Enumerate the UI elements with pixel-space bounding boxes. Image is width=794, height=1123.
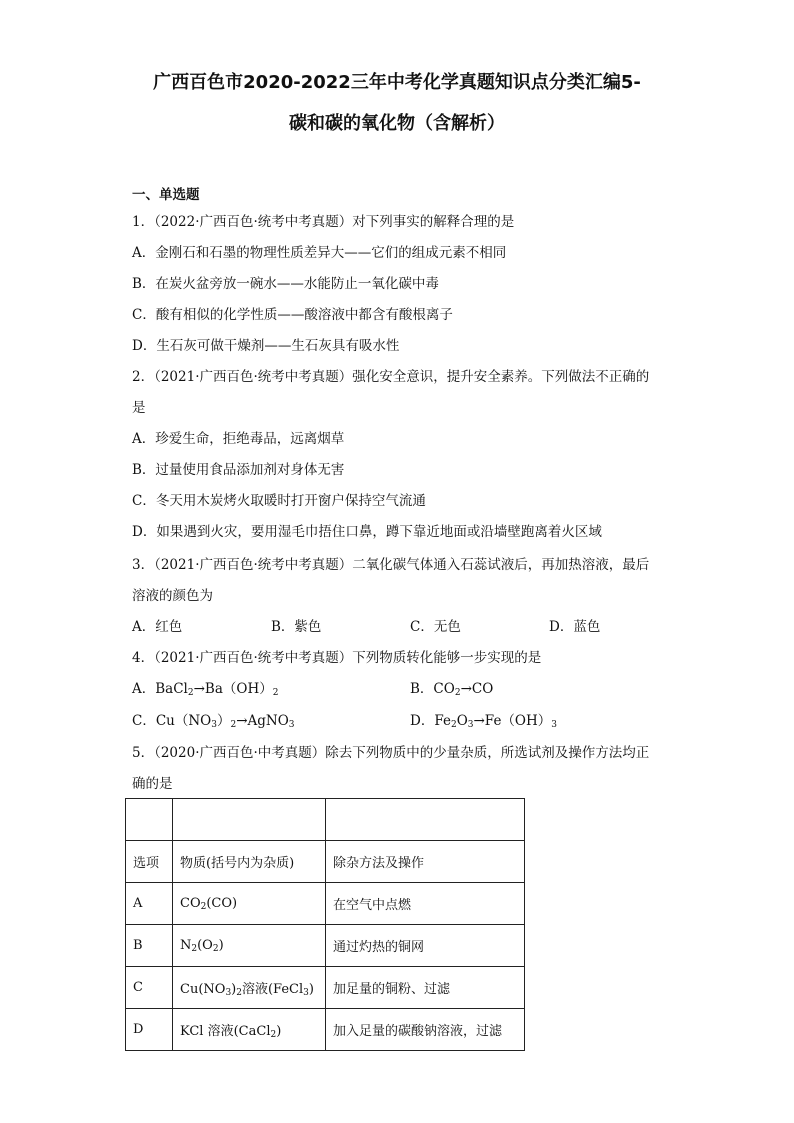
q5-stem: 5．（2020·广西百色·中考真题）除去下列物质中的少量杂质，所选试剂及操作方法均正	[132, 745, 650, 761]
cell-option: B	[126, 925, 173, 967]
q4-option-c: C．$Cu(NO_3)_2\to AgNO_3$	[132, 713, 295, 730]
section-heading: 一、单选题	[132, 187, 200, 203]
table-row	[126, 1009, 525, 1051]
q1-option-b: B．在炭火盆旁放一碗水——水能防止一氧化碳中毒	[132, 276, 439, 292]
cell-method: 加足量的铜粉、过滤	[326, 967, 525, 1009]
q2-option-c: C．冬天用木炭烤火取暖时打开窗户保持空气流通	[132, 493, 426, 509]
table-row	[126, 925, 525, 967]
q2-option-b: B．过量使用食品添加剂对身体无害	[132, 462, 345, 478]
impurity-table	[125, 798, 525, 1051]
cell-option: D	[126, 1009, 173, 1051]
cell-option: C	[126, 967, 173, 1009]
table-cell	[326, 799, 525, 841]
q4-option-b: B．$CO_2\to CO$	[410, 681, 494, 698]
cell-substance: KCl 溶液(CaCl$_2$)	[173, 1009, 326, 1051]
q3-stem: 3．（2021·广西百色·统考中考真题）二氧化碳气体通入石蕊试液后，再加热溶液，最后	[132, 557, 650, 573]
table-cell	[173, 799, 326, 841]
table-row	[126, 967, 525, 1009]
q1-option-d: D．生石灰可做干燥剂——生石灰具有吸水性	[132, 338, 400, 354]
doc-title-line1: 广西百色市2020-2022三年中考化学真题知识点分类汇编5-	[153, 72, 641, 93]
q4-option-a: A．$BaCl_2\to Ba(OH)_2$	[132, 681, 279, 698]
q2-option-d: D．如果遇到火灾，要用湿毛巾捂住口鼻，蹲下靠近地面或沿墙壁跑离着火区域	[132, 524, 602, 540]
cell-substance: $N_2(O_2)$	[173, 925, 326, 967]
cell-substance: $Cu(NO_3)_2$溶液(FeCl$_3$)	[173, 967, 326, 1009]
q3-option-a: A．红色	[132, 619, 183, 635]
q5-stem-cont: 确的是	[132, 776, 173, 792]
table-header-row	[126, 841, 525, 883]
header-cell-substance: 物质(括号内为杂质)	[173, 841, 326, 883]
q3-option-b: B．紫色	[271, 619, 322, 635]
q1-stem: 1．（2022·广西百色·统考中考真题）对下列事实的解释合理的是	[132, 214, 515, 230]
q1-option-c: C．酸有相似的化学性质——酸溶液中都含有酸根离子	[132, 307, 453, 323]
q1-option-a: A．金刚石和石墨的物理性质差异大——它们的组成元素不相同	[132, 245, 507, 261]
q2-stem: 2．（2021·广西百色·统考中考真题）强化安全意识，提升安全素养。下列做法不正确的	[132, 369, 650, 385]
cell-substance: $CO_2(CO)$	[173, 883, 326, 925]
doc-title-line2: 碳和碳的氧化物（含解析）	[289, 113, 505, 134]
cell-method: 加入足量的碳酸钠溶液，过滤	[326, 1009, 525, 1051]
header-cell-option: 选项	[126, 841, 173, 883]
table-cell	[126, 799, 173, 841]
cell-method: 在空气中点燃	[326, 883, 525, 925]
q3-stem-cont: 溶液的颜色为	[132, 588, 213, 604]
table-row-empty	[126, 799, 525, 841]
q2-option-a: A．珍爱生命，拒绝毒品，远离烟草	[132, 431, 345, 447]
q4-option-d: D．$Fe_2O_3\to Fe(OH)_3$	[410, 713, 558, 730]
q4-stem: 4．（2021·广西百色·统考中考真题）下列物质转化能够一步实现的是	[132, 650, 542, 666]
q3-option-d: D．蓝色	[549, 619, 601, 635]
table-row	[126, 883, 525, 925]
header-cell-method: 除杂方法及操作	[326, 841, 525, 883]
cell-method: 通过灼热的铜网	[326, 925, 525, 967]
q2-stem-cont: 是	[132, 400, 146, 416]
cell-option: A	[126, 883, 173, 925]
q3-option-c: C．无色	[410, 619, 461, 635]
